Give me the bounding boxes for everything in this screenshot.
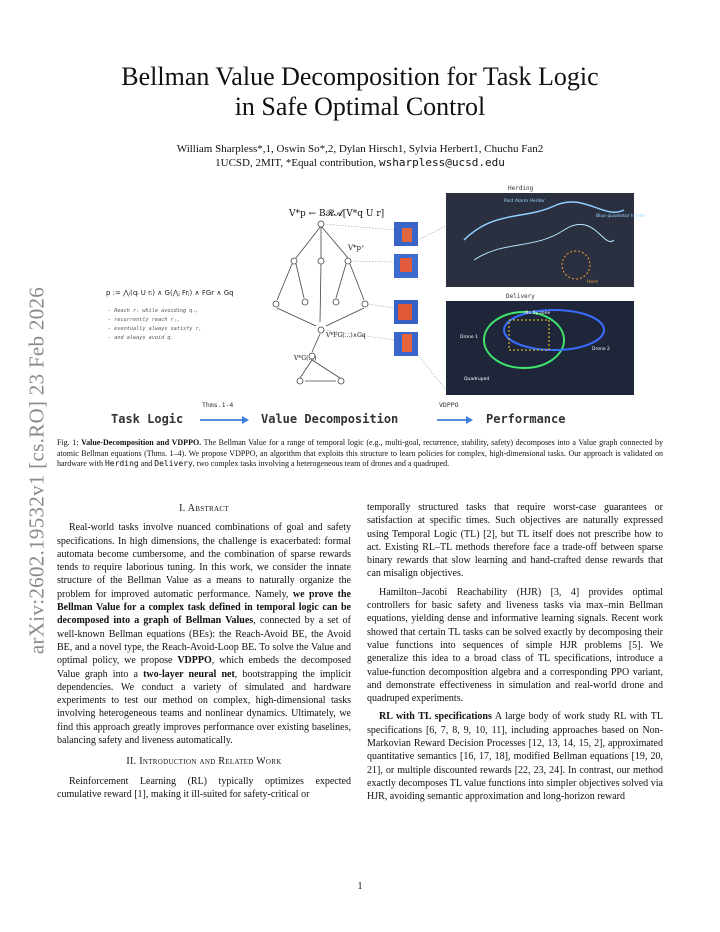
figure-1 (84, 180, 664, 430)
arrow-2-head (466, 416, 473, 424)
author-block (60, 142, 660, 170)
stage-task-logic: Task Logic (111, 412, 184, 426)
right-column (367, 501, 663, 804)
abstract-text: Real-world tasks involve nuanced combinations of goal and safety specifications. In high dimensions, the challenge is exacerbated: formal automata become cumbersome, and the combination of sparse rewards tends to require laborious tuning. In this work, we consider the innate structure of the Bellman Value as a means to naturally organize the problem for improved automatic performance. Namely, (57, 522, 351, 600)
panel-delivery-title: Delivery (506, 293, 535, 300)
top-equation: V*p ← B𝓡𝓐[V*q U r] (289, 209, 385, 219)
authors-line: William Sharpless*,1, Oswin So*,2, Dylan Hirsch1, Sylvia Herbert1, Chuchu Fan2 (176, 143, 544, 155)
herding-label: Post Alarm Herder (504, 199, 545, 204)
task-bullet: - recurrently reach rⱼ, (108, 317, 180, 323)
delivery-label: Quadruped (464, 377, 490, 382)
abstract-bold: VDPPO (177, 655, 212, 667)
task-bullet: - Reach rᵢ while avoiding qᵢ, (108, 308, 199, 314)
page-number: 1 (357, 881, 363, 892)
herding-label: Blue quadrotor herder (596, 214, 646, 219)
delivery-label: Drone 1 (460, 335, 478, 340)
node-label-fg: V*FG(...)∧Gq (326, 332, 366, 339)
caption-prefix: Fig. 1: (57, 438, 79, 447)
abstract-heading: I. Abstract (179, 503, 229, 514)
author-email[interactable]: wsharpless@ucsd.edu (379, 156, 505, 169)
title-line-1: Bellman Value Decomposition for Task Logic (121, 62, 599, 91)
dotted-connectors (324, 224, 446, 390)
panel-herding-title: Herding (508, 185, 534, 192)
arxiv-stamp: arXiv:2602.19532v1 [cs.RO] 23 Feb 2026 (24, 286, 49, 655)
task-bullet: - and always avoid q. (108, 335, 174, 341)
abstract-text: , connected by a set of well-known Bellman equations (BEs): the Reach-Avoid BE, the Avoid BE, and a novel type, the Reach-Avoid-Loop BE. To solve the Value and optimal policy, we propose (57, 615, 351, 667)
value-heatmaps (394, 222, 418, 356)
caption-bold: Value-Decomposition and VDPPO. (81, 438, 202, 447)
right-paragraph-2: Hamilton–Jacobi Reachability (HJR) [3, 4] provides optimal controllers for basic safety and liveness tasks via max–min Bellman equations, yielding dense and informative learning signals. Recent work showed that certain TL tasks can be solved exactly by decomposing their value functions into sequences of simple HJR problems [5]. We generalize this idea to a broad class of TL specifications, introduce a value-function decomposition algebra and a corresponding PPO variant, and demonstrate effectiveness in simulation and real-world drone and quadruped experiments. (367, 586, 663, 705)
delivery-label: No fly zone (525, 311, 551, 316)
caption-text: The Bellman Value for a range of temporal logic (e.g., multi-goal, recurrence, stability, safety) decomposes into a Value graph connected by atomic Bellman equations (Thms. 1–4). We propose VDPPO, an algorithm that exploits this structure to learn policies for complex, high-dimensional tasks. Our approach is validated on hardware with (57, 438, 663, 469)
title-line-2: in Safe Optimal Control (234, 92, 486, 121)
right-paragraph-3 (367, 710, 663, 803)
paper-title (60, 62, 660, 122)
figure-caption (57, 438, 663, 470)
caption-herding: Herding (104, 459, 139, 469)
stage-value-decomposition: Value Decomposition (261, 412, 399, 426)
caption-text-end: , two complex tasks involving a heterogeneous team of drones and a quadruped. (192, 459, 450, 469)
right-paragraph-3-text: A large body of work study RL with TL specifications [6, 7, 8, 9, 10, 11], including approaches based on Non-Markovian Reward Decision Processes [12, 13, 14, 15, 2], approximated quantitative semantics [16, 17, 18], modified Bellman equations [19, 20, 21], or multiple discounted rewards [22, 23, 24]. In contrast, our method exactly decomposes TL value functions into simpler objectives solved via HJR, avoiding semantic approximation and long-horizon reward (367, 711, 663, 803)
stage-performance: Performance (486, 412, 566, 426)
left-column (57, 502, 351, 801)
right-paragraph-3-heading: RL with TL specifications (379, 711, 492, 723)
abstract-bold: we prove the Bellman Value for a complex task defined in temporal logic can be decomposed into a graph of Bellman Values (57, 588, 351, 627)
herding-label: Herd (587, 280, 598, 285)
affiliations-text: 1UCSD, 2MIT, *Equal contribution, (215, 157, 377, 169)
intro-heading: II. Introduction and Related Work (126, 756, 282, 768)
arrow-label-thms: Thms.1-4 (202, 401, 234, 409)
abstract-text: , bootstrapping the implicit dependencies. We conduct a variety of simulated and hardware experiments to test our method on complex, high-dimensional tasks involving heterogeneous teams and nonlinear dynamics. Ultimately, we find this approach greatly improves performance over existing baselines, balancing safety and liveness automatically. (57, 668, 352, 747)
figure-graphic (84, 180, 664, 430)
abstract-text: , which embeds the decomposed Value graph into a (57, 655, 352, 680)
right-paragraph-1: temporally structured tasks that require worst-case guarantees or satisfaction at specific times. Such objectives are naturally expressed using Temporal Logic (TL) [2], but TL itself does not prescribe how to act. Existing RL–TL methods therefore face a trade-off between sparse binary rewards that slow learning and hand-crafted dense rewards that can misalign objectives. (367, 502, 663, 580)
task-formula: p := ⋀ᵢ(qᵢ U rᵢ) ∧ G(⋀ⱼ Frⱼ) ∧ FGr ∧ Gq (106, 289, 234, 297)
caption-and: and (140, 459, 153, 469)
arrow-label-vdppo: VDPPO (439, 401, 459, 409)
intro-paragraph: Reinforcement Learning (RL) typically optimizes expected cumulative reward [1], making it ill-suited for safety-critical or (57, 775, 351, 800)
arrow-1-head (242, 416, 249, 424)
abstract-paragraph (57, 521, 351, 747)
delivery-label: Drone 2 (592, 347, 610, 352)
affiliations-line (60, 156, 660, 170)
task-bullet: - eventually always satisfy r, (108, 326, 202, 332)
caption-delivery: Delivery (154, 459, 193, 469)
node-label-g: V*G(...) (294, 355, 317, 362)
abstract-bold: two-layer neural net (143, 668, 235, 680)
node-label-p-plus: V*p⁺ (348, 244, 365, 252)
